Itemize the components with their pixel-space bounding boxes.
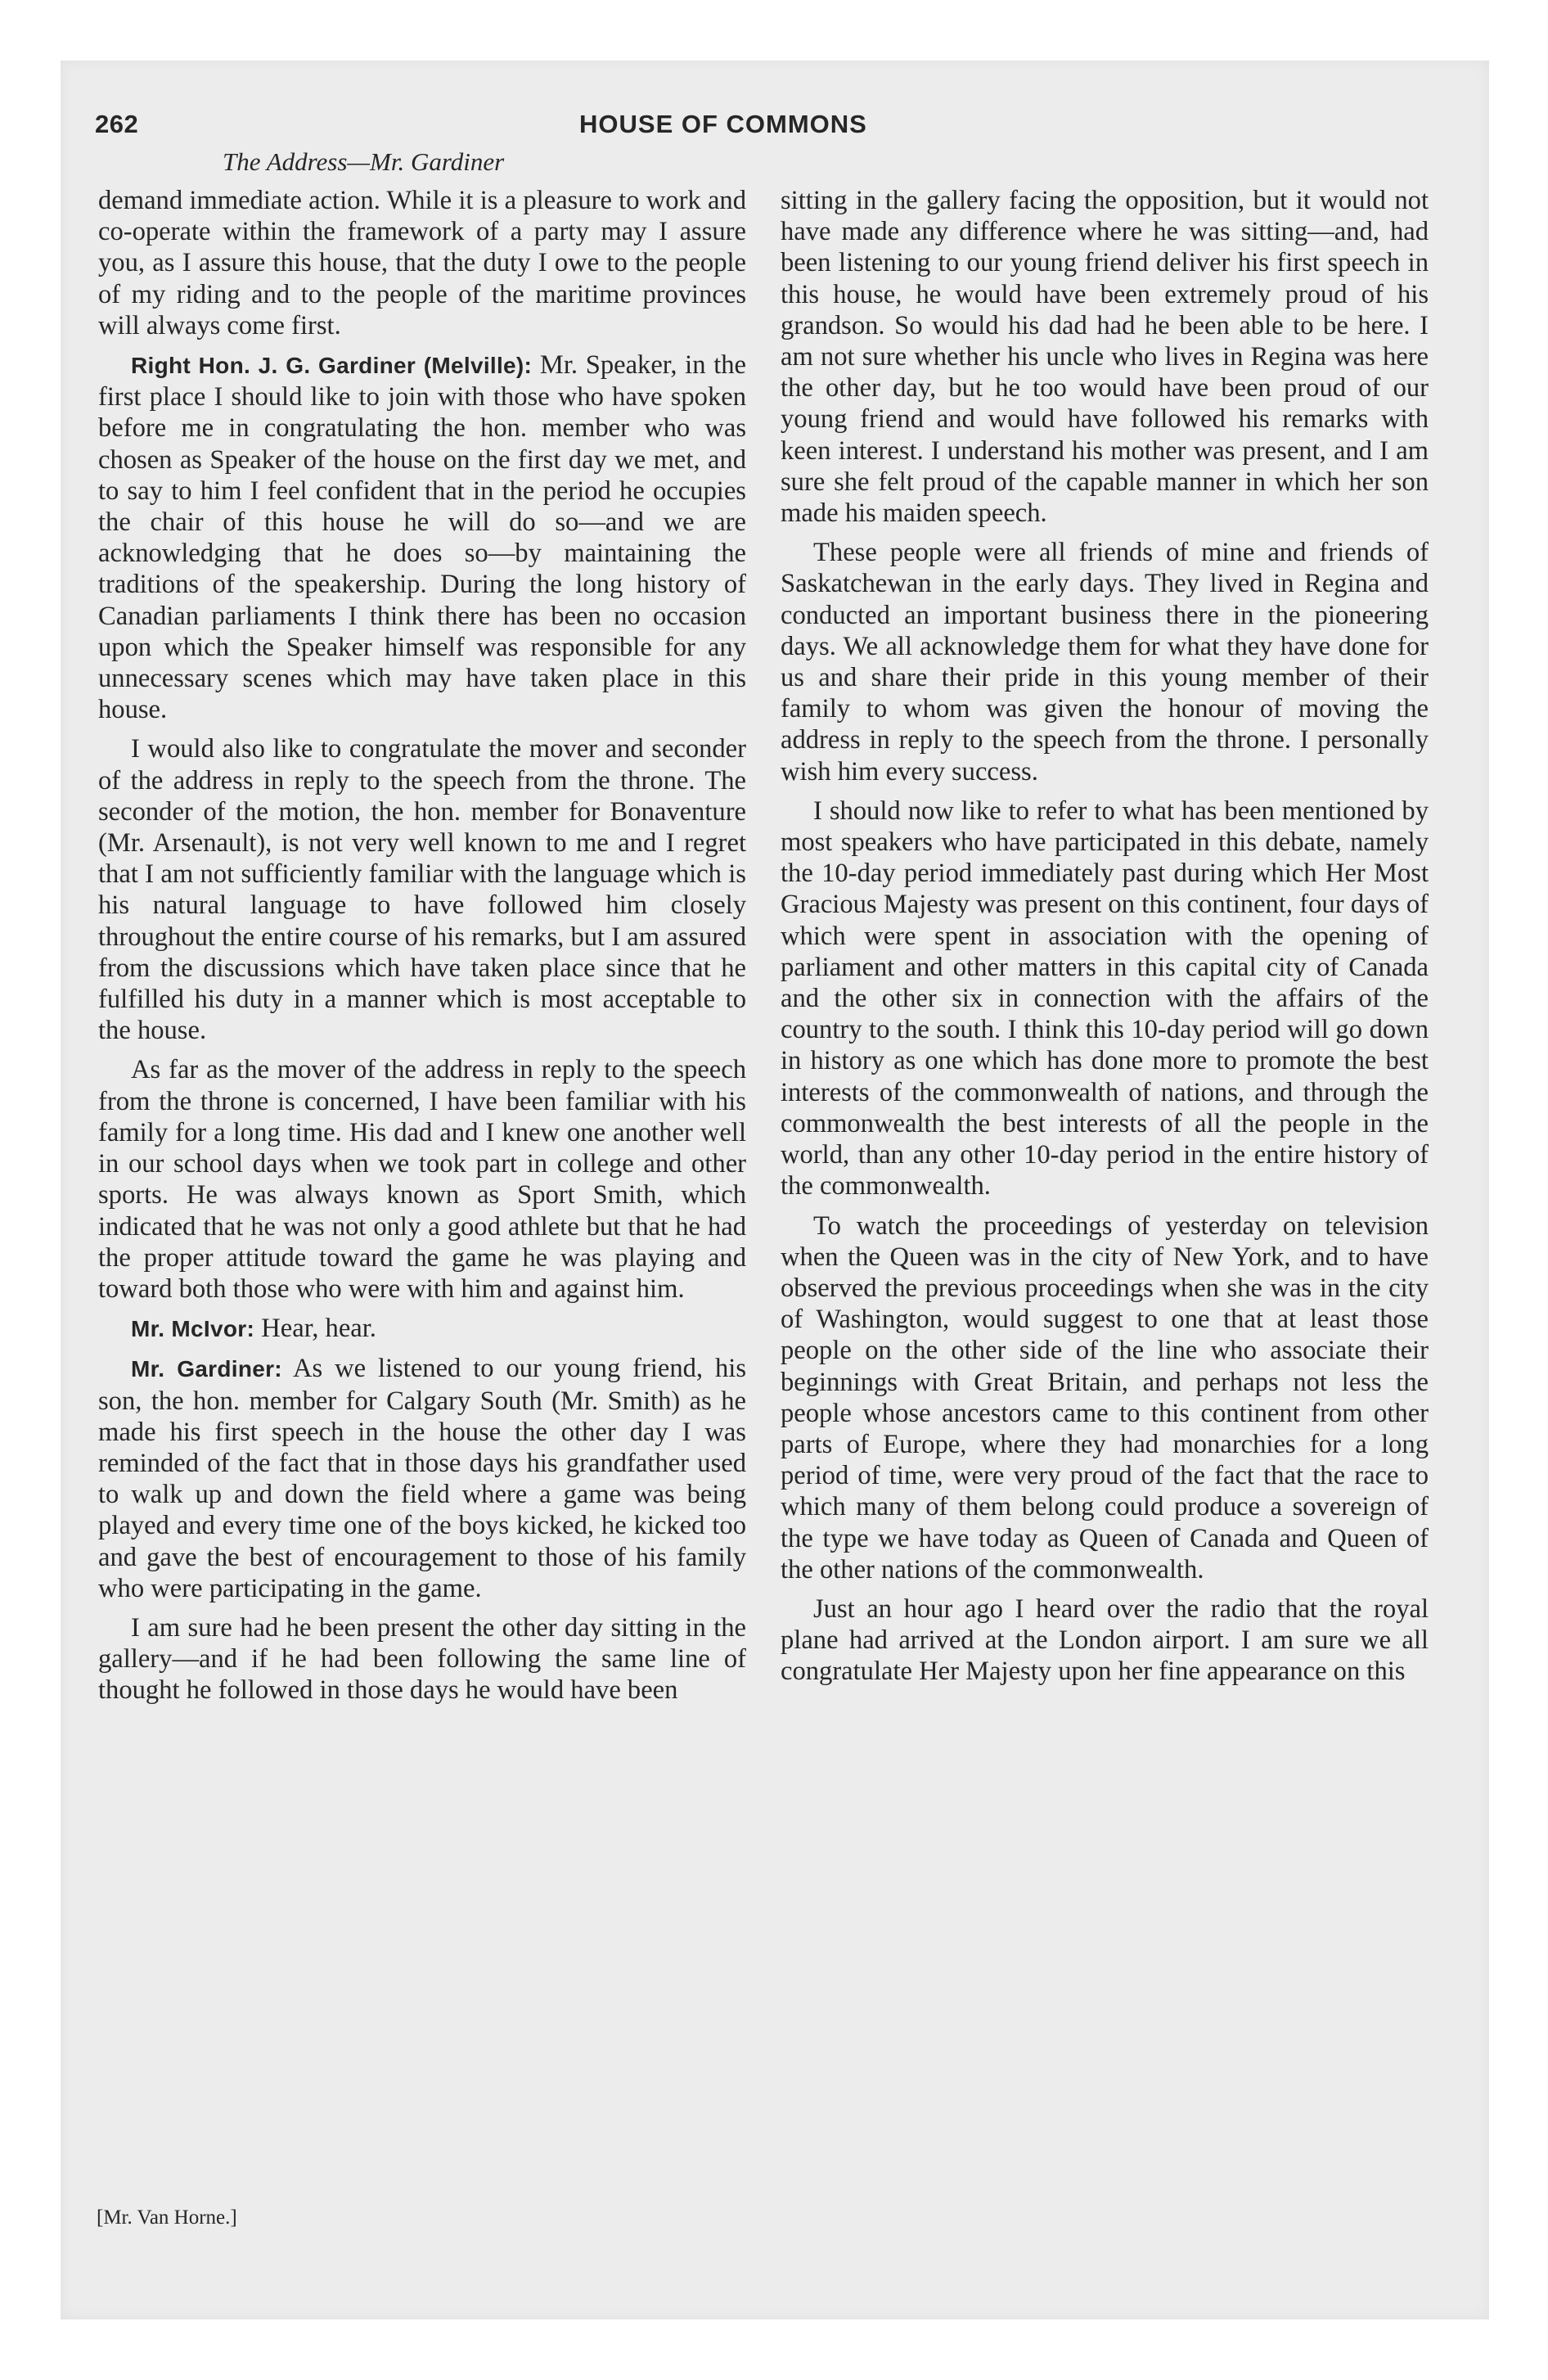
right-column — [781, 185, 1429, 1696]
paragraph: demand immediate action. While it is a pleasure to work and co-operate within the framework of a party may I assure you, as I assure this house, that the duty I owe to the people of my riding and to the people of the maritime provinces will always come first. — [98, 186, 746, 340]
journal-title: HOUSE OF COMMONS — [579, 110, 867, 138]
paragraph — [98, 1313, 746, 1345]
speaker-name: Mr. Gardiner: — [131, 1356, 282, 1382]
paragraph: I should now like to refer to what has been mentioned by most speakers who have participated in this debate, namely the 10-day period immediately past during which Her Most Gracious Majesty was present on this continent, four days of which were spent in association with the opening of parliament and other matters in this capital city of Canada and the other six in connection with the affairs of the country to the south. I think this 10-day period will go down in history as one which has done more to promote the best interests of the commonwealth of nations, and through the commonwealth the best interests of all the people in the world, than any other 10-day period in the entire history of the commonwealth. — [781, 796, 1429, 1201]
paragraph: I am sure had he been present the other day sitting in the gallery—and if he had been following the same line of thought he followed in those days he would have been — [98, 1612, 746, 1706]
speaker-name: Right Hon. J. G. Gardiner (Melville): — [131, 353, 533, 379]
speech-text: Hear, hear. — [254, 1314, 376, 1344]
speech-text: As we listened to our young friend, his son, the hon. member for Calgary South (Mr. Smith) as he made his first speech in the house the other day I was reminded of the fact that in those days his grandfather used to walk up and down the field where a game was being played and every time one of the boys kicked, he kicked too and gave the best of encouragement to those of his family who were participating in the game. — [98, 1354, 746, 1603]
paragraph: I would also like to congratulate the mover and seconder of the address in reply to the speech from the throne. The seconder of the motion, the hon. member for Bonaventure (Mr. Arsenault), is not very well known to me and I regret that I am not sufficiently familiar with the language which is his natural language to have followed him closely throughout the entire course of his remarks, but I am assured from the discussions which have taken place since that he fulfilled his duty in a manner which is most acceptable to the house. — [98, 734, 746, 1046]
speaker-name: Mr. McIvor: — [131, 1316, 255, 1342]
paragraph: sitting in the gallery facing the opposition, but it would not have made any difference where he was sitting—and, had been listening to our young friend deliver his first speech in this house, he would have been extremely proud of his grandson. So would his dad had he been able to be here. I am not sure whether his uncle who lives in Regina was here the other day, but he too would have been proud of our young friend and would have followed his remarks with keen interest. I understand his mother was present, and I am sure she felt proud of the capable manner in which her son made his maiden speech. — [781, 186, 1429, 529]
paragraph — [98, 349, 746, 725]
speech-text: Mr. Speaker, in the first place I should like to join with those who have spoken before me in congratulating the hon. member who was chosen as Speaker of the house on the first day we met, and to say to him I feel confident that in the period he occupies the chair of this house he will do so—and we are acknowledging that he does so—by maintaining the traditions of the speakership. During the long history of Canadian parliaments I think there has been no occasion upon which the Speaker himself was responsible for any unnecessary scenes which may have taken place in this house. — [98, 350, 746, 725]
paragraph: As far as the mover of the address in reply to the speech from the throne is concerned, I have been familiar with his family for a long time. His dad and I knew one another well in our school days when we took part in college and other sports. He was always known as Sport Smith, which indicated that he was not only a good athlete but that he had the proper attitude toward the game he was playing and toward both those who were with him and against him. — [98, 1055, 746, 1304]
left-column — [98, 185, 746, 1715]
paragraph: Just an hour ago I heard over the radio that the royal plane had arrived at the London airport. I am sure we all congratulate Her Majesty upon her fine appearance on this — [781, 1593, 1429, 1687]
paragraph: These people were all friends of mine and friends of Saskatchewan in the early days. They lived in Regina and conducted an important business there in the pioneering days. We all acknowledge them for what they have done for us and share their pride in this young member of their family to whom was given the honour of moving the address in reply to the speech from the throne. I personally wish him every success. — [781, 538, 1429, 787]
paragraph: To watch the proceedings of yesterday on television when the Queen was in the city of New York, and to have observed the previous proceedings when she was in the city of Washington, would suggest to one that at least those people on the other side of the line who associate their beginnings with Great Britain, and perhaps not less the people whose ancestors came to this continent from other parts of Europe, where they had monarchies for a long period of time, were very proud of the fact that the race to which many of them belong could produce a sovereign of the type we have today as Queen of Canada and Queen of the other nations of the commonwealth. — [781, 1210, 1429, 1584]
page-header — [95, 110, 1445, 151]
footer-note: [Mr. Van Horne.] — [97, 2206, 237, 2229]
running-head: The Address—Mr. Gardiner — [223, 147, 505, 176]
page-number: 262 — [95, 110, 139, 138]
paragraph — [98, 1353, 746, 1604]
